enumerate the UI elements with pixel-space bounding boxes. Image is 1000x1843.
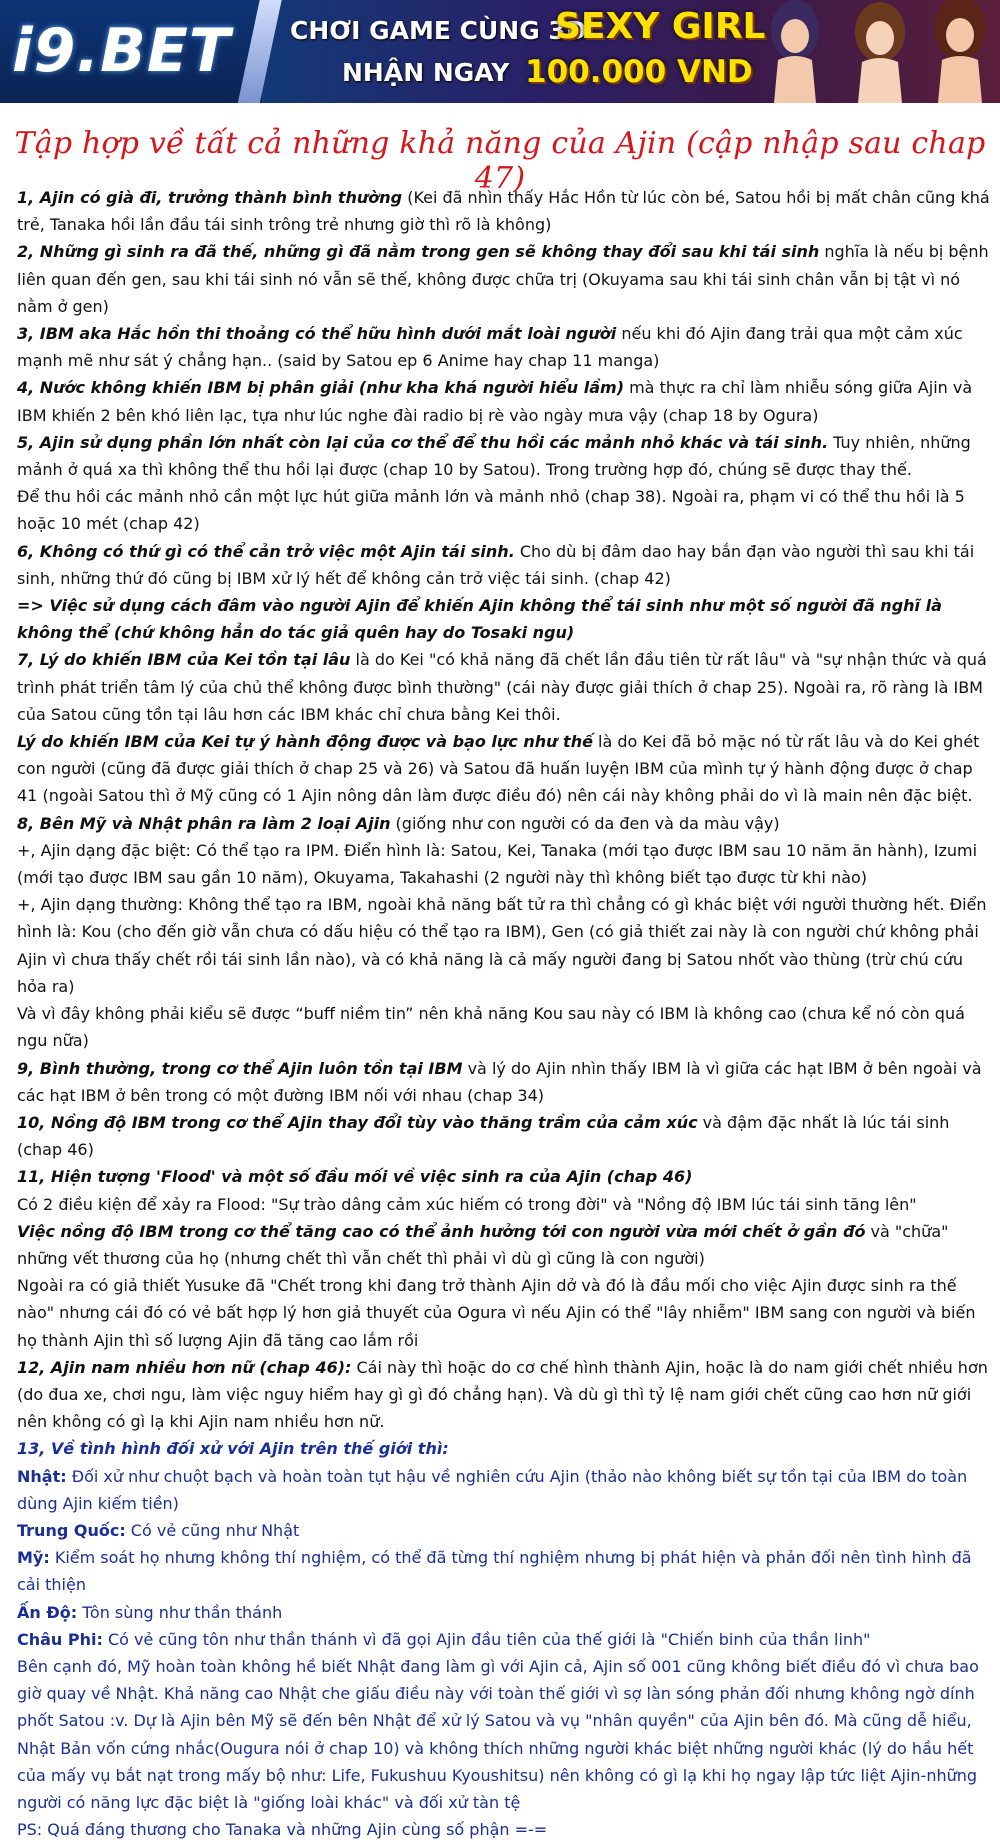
ability-paragraph [17,184,991,238]
country-item [17,1463,991,1517]
paragraph-bold-lead: => Việc sử dụng cách đâm vào người Ajin để khiến Ajin không thể tái sinh như một số người đã nghĩ là không thể (chứ không hẳn do tác giả quên hay do Tosaki ngu) [17,596,942,643]
country-item [17,1626,991,1653]
country-item [17,1517,991,1544]
ability-paragraph [17,538,991,592]
paragraph-text: Ngoài ra có giả thiết Yusuke đã "Chết trong khi đang trở thành Ajin dở và đó là đầu mối cho việc Ajin được sinh ra thế nào" nhưng cái đó có vẻ bất hợp lý hơn giả thuyết của Ogura vì nếu Ajin có thể "lây nhiễm" IBM sang con người và biến họ thành Ajin thì số lượng Ajin đã tăng cao lắm rồi [17,1276,976,1350]
ability-paragraph [17,374,991,428]
paragraph-bold-lead: 6, Không có thứ gì có thể cản trở việc một Ajin tái sinh. [17,541,515,561]
paragraph-text: Tuy nhiên, những mảnh ở quá xa thì không thể thu hồi lại được (chap 10 by Satou). Trong trường hợp đó, chúng sẽ được thay thế. [17,432,971,480]
ability-paragraph [17,891,991,1000]
country-label: Trung Quốc: [17,1520,126,1540]
page-title: Tập hợp về tất cả những khả năng của Ajin (cập nhập sau chap 47) [14,126,986,196]
ability-paragraph [17,429,991,483]
paragraph-bold-lead: 3, IBM aka Hắc hồn thi thoảng có thể hữu hình dưới mắt loài người [17,324,617,344]
banner-tagline-2: NHẬN NGAY [342,58,510,87]
country-text: Kiểm soát họ nhưng không thí nghiệm, có thể đã từng thí nghiệm nhưng bị phát hiện và phản đối nên tình hình đã cải thiện [17,1548,972,1595]
country-item [17,1599,991,1626]
ability-paragraph [17,1354,991,1436]
paragraph-text: và "chữa" những vết thương của họ (nhưng chết thì vẫn chết thì phải vì dù gì cũng là con người) [17,1221,949,1268]
paragraph-bold-lead: Việc nồng độ IBM trong cơ thể tăng cao có thể ảnh hưởng tới con người vừa mới chết ở gần đó [17,1221,866,1241]
paragraph-bold-lead: 9, Bình thường, trong cơ thể Ajin luôn tồn tại IBM [17,1058,463,1078]
ability-paragraph [17,1218,991,1272]
country-label: Ấn Độ: [17,1602,78,1622]
paragraph-text: Cho dù bị đâm dao hay bắn đạn vào người thì sau khi tái sinh, những thứ đó cũng bị IBM xử lý hết để không cản trở việc tái sinh. (chap 42) [17,541,975,588]
ability-paragraph [17,810,991,837]
section-13 [17,1435,991,1843]
ability-paragraph [17,483,991,537]
ability-paragraph [17,646,991,728]
ability-paragraph [17,1109,991,1163]
paragraph-bold-lead: 10, Nồng độ IBM trong cơ thể Ajin thay đổi tùy vào thăng trầm của cảm xúc [17,1112,698,1132]
paragraph-bold-lead: 5, Ajin sử dụng phần lớn nhất còn lại của cơ thể để thu hồi các mảnh nhỏ khác và tái sinh. [17,432,829,452]
country-text: Có vẻ cũng tôn như thần thánh vì đã gọi Ajin đầu tiên của thế giới là "Chiến binh của thần linh" [102,1629,871,1649]
ability-paragraph [17,320,991,374]
ability-paragraph [17,837,991,891]
banner-tagline-1: CHƠI GAME CÙNG 3D [290,16,587,45]
paragraph-bold-lead: 4, Nước không khiến IBM bị phân giải (như kha khá người hiểu lầm) [17,378,624,398]
section-13-heading: 13, Về tình hình đối xử với Ajin trên thế giới thì: [17,1439,449,1459]
ability-paragraph [17,238,991,320]
paragraph-text: Có 2 điều kiện để xảy ra Flood: "Sự trào dâng cảm xúc hiếm có trong đời" và "Nồng độ IBM lúc tái sinh tăng lên" [17,1194,917,1214]
country-text: Đối xử như chuột bạch và hoàn toàn tụt hậu về nghiên cứu Ajin (thảo nào không biết sự tồn tại của IBM do toàn dùng Ajin kiếm tiền) [17,1466,968,1513]
paragraph-bold-lead: 1, Ajin có già đi, trưởng thành bình thường [17,188,403,207]
banner-highlight-1: SEXY GIRL [555,6,766,47]
paragraph-text: là do Kei đã bỏ mặc nó từ rất lâu và do Kei ghét con người (cũng đã được giải thích ở chap 25 và 26) và Satou đã huấn luyện IBM của mình tự ý hành động được ở chap 41 (ngoài Satou thì ở Mỹ cũng có 1 Ajin nông dân làm được điều đó) nên cái này không phải do vì là main nên đặc biệt. [17,732,980,806]
paragraph-text: mà thực ra chỉ làm nhiễu sóng giữa Ajin và IBM khiến 2 bên khó liên lạc, tựa như lúc nghe đài radio bị rè vào ngày mưa vậy (chap 18 by Ogura) [17,378,973,425]
ability-paragraph [17,1163,991,1190]
country-text: Có vẻ cũng như Nhật [125,1520,300,1540]
paragraph-text: +, Ajin dạng đặc biệt: Có thể tạo ra IPM. Điển hình là: Satou, Kei, Tanaka (mới tạo được IBM sau 10 năm ăn hành), Izumi (mới tạo được IBM sau gần 10 năm), Okuyama, Takahashi (2 người này thì không biết tạo được từ khi nào) [17,840,978,888]
brand-logo[interactable]: i9.BET [12,16,231,86]
paragraph-bold-lead: 7, Lý do khiến IBM của Kei tồn tại lâu [17,650,351,670]
ability-paragraph [17,1191,991,1218]
ability-paragraph [17,728,991,810]
ability-paragraph [17,1055,991,1109]
paragraph-text: nếu khi đó Ajin đang trải qua một cảm xúc mạnh mẽ như sát ý chẳng hạn.. (said by Satou ep 6 Anime hay chap 11 manga) [17,324,963,371]
paragraph-text: là do Kei "có khả năng đã chết lần đầu tiên từ rất lâu" và "sự nhận thức và quá trình phát triển tâm lý của chủ thể không được bình thường" (cái này được giải thích ở chap 25). Ngoài ra, rõ ràng là IBM của Satou cũng tồn tại lâu hơn các IBM khác chỉ chưa bằng Kei thôi. [17,650,987,724]
ability-paragraph [17,1272,991,1354]
country-list [17,1463,991,1653]
ability-paragraph [17,1000,991,1054]
article-body [17,184,991,1843]
country-label: Châu Phi: [17,1629,103,1649]
paragraph-text: nghĩa là nếu bị bệnh liên quan đến gen, sau khi tái sinh nó vẫn sẽ thế, không được chữa trị (Okuyama sau khi tái sinh chân vẫn bị tật vì nó nằm ở gen) [17,242,989,316]
postscript: PS: Quá đáng thương cho Tanaka và những Ajin cùng số phận =-= [17,1820,548,1840]
country-label: Mỹ: [17,1548,50,1568]
paragraph-bold-lead: 8, Bên Mỹ và Nhật phân ra làm 2 loại Ajin [17,813,391,833]
paragraph-text: Và vì đây không phải kiểu sẽ được “buff niềm tin” nên khả năng Kou sau này có IBM là không cao (chưa kể nó còn quá ngu nữa) [17,1004,965,1051]
banner-characters-illustration [760,0,1000,103]
section-13-closing: Bên cạnh đó, Mỹ hoàn toàn không hề biết Nhật đang làm gì với Ajin cả, Ajin số 001 cũng không biết điều đó vì chưa bao giờ quay về Nhật. Khả năng cao Nhật che giấu điều này với toàn thế giới vì sợ làn sóng phản đối nhưng không ngờ dính phốt Satou :v. Dự là Ajin bên Mỹ sẽ đến bên Nhật để xử lý Satou và vụ "nhân quyền" của Ajin bên đó. Mà cũng dễ hiểu, Nhật Bản vốn cứng nhắc(Ougura nói ở chap 10) và không thích những người khác biệt những người khác (lý do hầu hết của mấy vụ bắt nạt trong mấy bộ như: Life, Fukushuu Kyoushitsu) nên không có gì lạ khi họ ngay lập tức liệt Ajin-những người có năng lực đặc biệt là "giống loài khác" và đối xử tàn tệ [17,1656,979,1812]
country-text: Tôn sùng như thần thánh [77,1602,283,1622]
paragraph-bold-lead: Lý do khiến IBM của Kei tự ý hành động được và bạo lực như thế [17,732,593,752]
country-item [17,1544,991,1598]
paragraph-text: Để thu hồi các mảnh nhỏ cần một lực hút giữa mảnh lớn và mảnh nhỏ (chap 38). Ngoài ra, phạm vi có thể thu hồi là 5 hoặc 10 mét (chap 42) [17,487,965,534]
paragraph-text: +, Ajin dạng thường: Không thể tạo ra IBM, ngoài khả năng bất tử ra thì chẳng có gì khác biệt với người thường hết. Điển hình là: Kou (cho đến giờ vẫn chưa có dấu hiệu có thể tạo ra IBM), Gen (có giả thiết zai này là con người chứ không phải Ajin vì chưa thấy chết rồi tái sinh lần nào), và có khả năng là cả mấy người đang bị Satou nhốt vào thùng (trừ chú cứu hỏa ra) [17,895,987,996]
paragraph-text: (Kei đã nhìn thấy Hắc Hồn từ lúc còn bé, Satou hồi bị mất chân cũng khá trẻ, Tanaka hồi lần đầu tái sinh trông trẻ nhưng giờ thì rõ là không) [17,188,990,235]
ad-banner[interactable] [0,0,1000,103]
country-label: Nhật: [17,1466,67,1486]
paragraph-text: và lý do Ajin nhìn thấy IBM là vì giữa các hạt IBM ở bên ngoài và các hạt IBM ở bên trong có một đường IBM nối với nhau (chap 34) [17,1058,982,1105]
paragraph-bold-lead: 12, Ajin nam nhiều hơn nữ (chap 46): [17,1357,352,1377]
abilities-list [17,184,991,1435]
paragraph-bold-lead: 2, Những gì sinh ra đã thế, những gì đã nằm trong gen sẽ không thay đổi sau khi tái sinh [17,242,820,262]
banner-highlight-2: 100.000 VND [525,54,753,90]
paragraph-text: và đậm đặc nhất là lúc tái sinh (chap 46) [17,1112,950,1160]
ability-paragraph [17,592,991,646]
paragraph-text: Cái này thì hoặc do cơ chế hình thành Ajin, hoặc là do nam giới chết nhiều hơn (do đua xe, chơi ngu, làm việc nguy hiểm hay gì gì đó chẳng hạn). Và dù gì thì tỷ lệ nam giới chết cũng cao hơn nữ giới nên không có gì lạ khi Ajin nam nhiều hơn nữ. [17,1357,988,1432]
paragraph-bold-lead: 11, Hiện tượng 'Flood' và một số đầu mối về việc sinh ra của Ajin (chap 46) [17,1167,693,1187]
paragraph-text: (giống như con người có da đen và da màu vậy) [390,813,780,833]
